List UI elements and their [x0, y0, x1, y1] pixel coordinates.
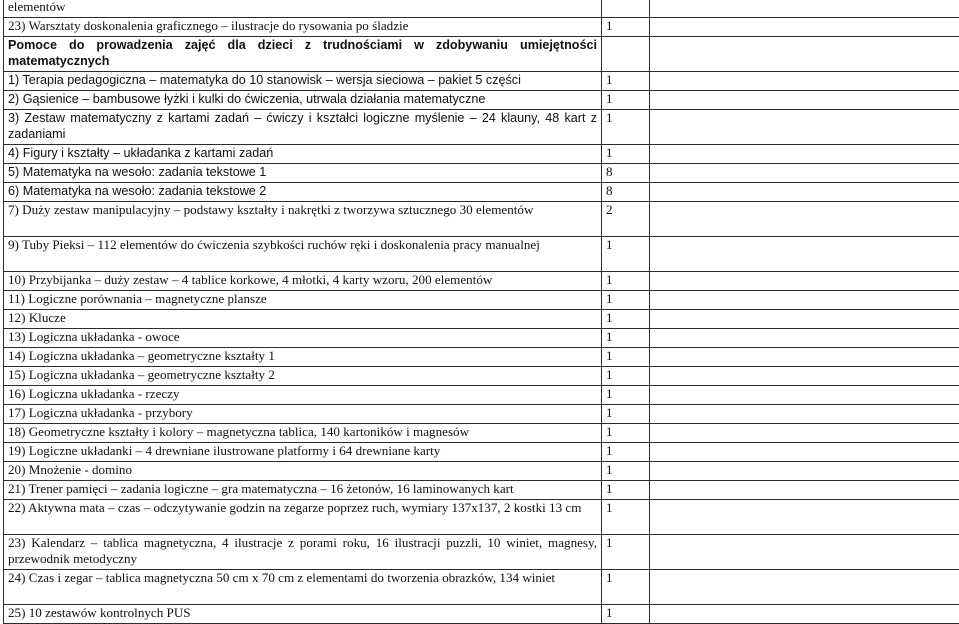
table-row: [4, 72, 959, 91]
empty-cell: [650, 405, 959, 424]
empty-cell: [650, 310, 959, 329]
table-row: [4, 110, 959, 145]
empty-cell: [650, 329, 959, 348]
item-quantity: 8: [602, 183, 650, 202]
empty-cell: [650, 443, 959, 462]
item-quantity: 1: [602, 535, 650, 570]
table-row: [4, 272, 959, 291]
item-quantity: 1: [602, 91, 650, 110]
item-quantity: 1: [602, 72, 650, 91]
empty-cell: [650, 237, 959, 272]
empty-cell: [650, 605, 959, 624]
table-row: [4, 91, 959, 110]
empty-cell: [650, 37, 959, 72]
item-description: 11) Logiczne porównania – magnetyczne plansze: [4, 291, 602, 310]
empty-cell: [650, 183, 959, 202]
item-quantity: 1: [602, 570, 650, 605]
item-quantity: 1: [602, 605, 650, 624]
item-quantity: 2: [602, 202, 650, 237]
item-description: 19) Logiczne układanki – 4 drewniane ilustrowane platformy i 64 drewniane karty: [4, 443, 602, 462]
empty-cell: [650, 386, 959, 405]
item-description: 3) Zestaw matematyczny z kartami zadań – ćwiczy i kształci logiczne myślenie – 24 klauny, 48 kart z zadaniami: [4, 110, 602, 145]
item-description: 5) Matematyka na wesoło: zadania tekstowe 1: [4, 164, 602, 183]
item-description: elementów: [4, 0, 602, 18]
item-description: 22) Aktywna mata – czas – odczytywanie godzin na zegarze poprzez ruch, wymiary 137x137, 2 kostki 13 cm: [4, 500, 602, 535]
table-row: [4, 202, 959, 237]
empty-cell: [650, 500, 959, 535]
empty-cell: [650, 91, 959, 110]
section-heading: Pomoce do prowadzenia zajęć dla dzieci z trudnościami w zdobywaniu umiejętności matematycznych: [4, 37, 602, 72]
empty-cell: [650, 110, 959, 145]
item-description: 6) Matematyka na wesoło: zadania tekstowe 2: [4, 183, 602, 202]
table-row: [4, 18, 959, 37]
table-row: [4, 348, 959, 367]
item-quantity: 1: [602, 272, 650, 291]
item-quantity: 1: [602, 329, 650, 348]
empty-cell: [650, 462, 959, 481]
item-description: 18) Geometryczne kształty i kolory – magnetyczna tablica, 140 kartoników i magnesów: [4, 424, 602, 443]
empty-cell: [650, 291, 959, 310]
item-description: 25) 10 zestawów kontrolnych PUS: [4, 605, 602, 624]
item-quantity: [602, 37, 650, 72]
item-quantity: 1: [602, 310, 650, 329]
empty-cell: [650, 164, 959, 183]
table-row: [4, 145, 959, 164]
item-quantity: 1: [602, 462, 650, 481]
item-quantity: 1: [602, 291, 650, 310]
item-description: 17) Logiczna układanka - przybory: [4, 405, 602, 424]
table-row: [4, 183, 959, 202]
table-row: [4, 329, 959, 348]
item-description: 14) Logiczna układanka – geometryczne kształty 1: [4, 348, 602, 367]
table-row: [4, 500, 959, 535]
item-description: 13) Logiczna układanka - owoce: [4, 329, 602, 348]
equipment-table: [3, 0, 959, 624]
item-quantity: 1: [602, 386, 650, 405]
empty-cell: [650, 424, 959, 443]
item-description: 15) Logiczna układanka – geometryczne kształty 2: [4, 367, 602, 386]
item-quantity: 1: [602, 237, 650, 272]
item-description: 4) Figury i kształty – układanka z kartami zadań: [4, 145, 602, 164]
empty-cell: [650, 18, 959, 37]
empty-cell: [650, 145, 959, 164]
item-quantity: 1: [602, 443, 650, 462]
empty-cell: [650, 570, 959, 605]
empty-cell: [650, 535, 959, 570]
item-description: 20) Mnożenie - domino: [4, 462, 602, 481]
item-quantity: 1: [602, 348, 650, 367]
empty-cell: [650, 481, 959, 500]
item-description: 21) Trener pamięci – zadania logiczne – gra matematyczna – 16 żetonów, 16 laminowanych kart: [4, 481, 602, 500]
section-heading-row: [4, 37, 959, 72]
table-row: [4, 237, 959, 272]
table-row: [4, 405, 959, 424]
item-quantity: 1: [602, 481, 650, 500]
item-quantity: 1: [602, 18, 650, 37]
empty-cell: [650, 348, 959, 367]
item-description: 7) Duży zestaw manipulacyjny – podstawy kształty i nakrętki z tworzywa sztucznego 30 elementów: [4, 202, 602, 237]
table-row: [4, 386, 959, 405]
empty-cell: [650, 72, 959, 91]
table-row: [4, 462, 959, 481]
table-row: [4, 164, 959, 183]
item-description: 2) Gąsienice – bambusowe łyżki i kulki do ćwiczenia, utrwala działania matematyczne: [4, 91, 602, 110]
table-row: [4, 535, 959, 570]
table-row: [4, 481, 959, 500]
table-row: [4, 424, 959, 443]
table-row: [4, 0, 959, 18]
item-description: 9) Tuby Pieksi – 112 elementów do ćwiczenia szybkości ruchów ręki i doskonalenia pracy manualnej: [4, 237, 602, 272]
table-row: [4, 605, 959, 624]
item-description: 12) Klucze: [4, 310, 602, 329]
empty-cell: [650, 202, 959, 237]
table-row: [4, 367, 959, 386]
item-description: 23) Kalendarz – tablica magnetyczna, 4 ilustracje z porami roku, 16 ilustracji puzzli, 10 winiet, magnesy, przewodnik metodyczny: [4, 535, 602, 570]
table-row: [4, 443, 959, 462]
item-quantity: 1: [602, 405, 650, 424]
item-quantity: 1: [602, 500, 650, 535]
item-quantity: 1: [602, 367, 650, 386]
empty-cell: [650, 0, 959, 18]
table-row: [4, 291, 959, 310]
item-description: 24) Czas i zegar – tablica magnetyczna 50 cm x 70 cm z elementami do tworzenia obrazków, 134 winiet: [4, 570, 602, 605]
item-quantity: 8: [602, 164, 650, 183]
empty-cell: [650, 367, 959, 386]
item-description: 16) Logiczna układanka - rzeczy: [4, 386, 602, 405]
empty-cell: [650, 272, 959, 291]
item-quantity: 1: [602, 424, 650, 443]
item-description: 23) Warsztaty doskonalenia graficznego – ilustracje do rysowania po śladzie: [4, 18, 602, 37]
item-quantity: 1: [602, 145, 650, 164]
table-row: [4, 310, 959, 329]
item-quantity: 1: [602, 110, 650, 145]
table-row: [4, 570, 959, 605]
item-description: 10) Przybijanka – duży zestaw – 4 tablice korkowe, 4 młotki, 4 karty wzoru, 200 elementów: [4, 272, 602, 291]
item-description: 1) Terapia pedagogiczna – matematyka do 10 stanowisk – wersja sieciowa – pakiet 5 części: [4, 72, 602, 91]
item-quantity: [602, 0, 650, 18]
